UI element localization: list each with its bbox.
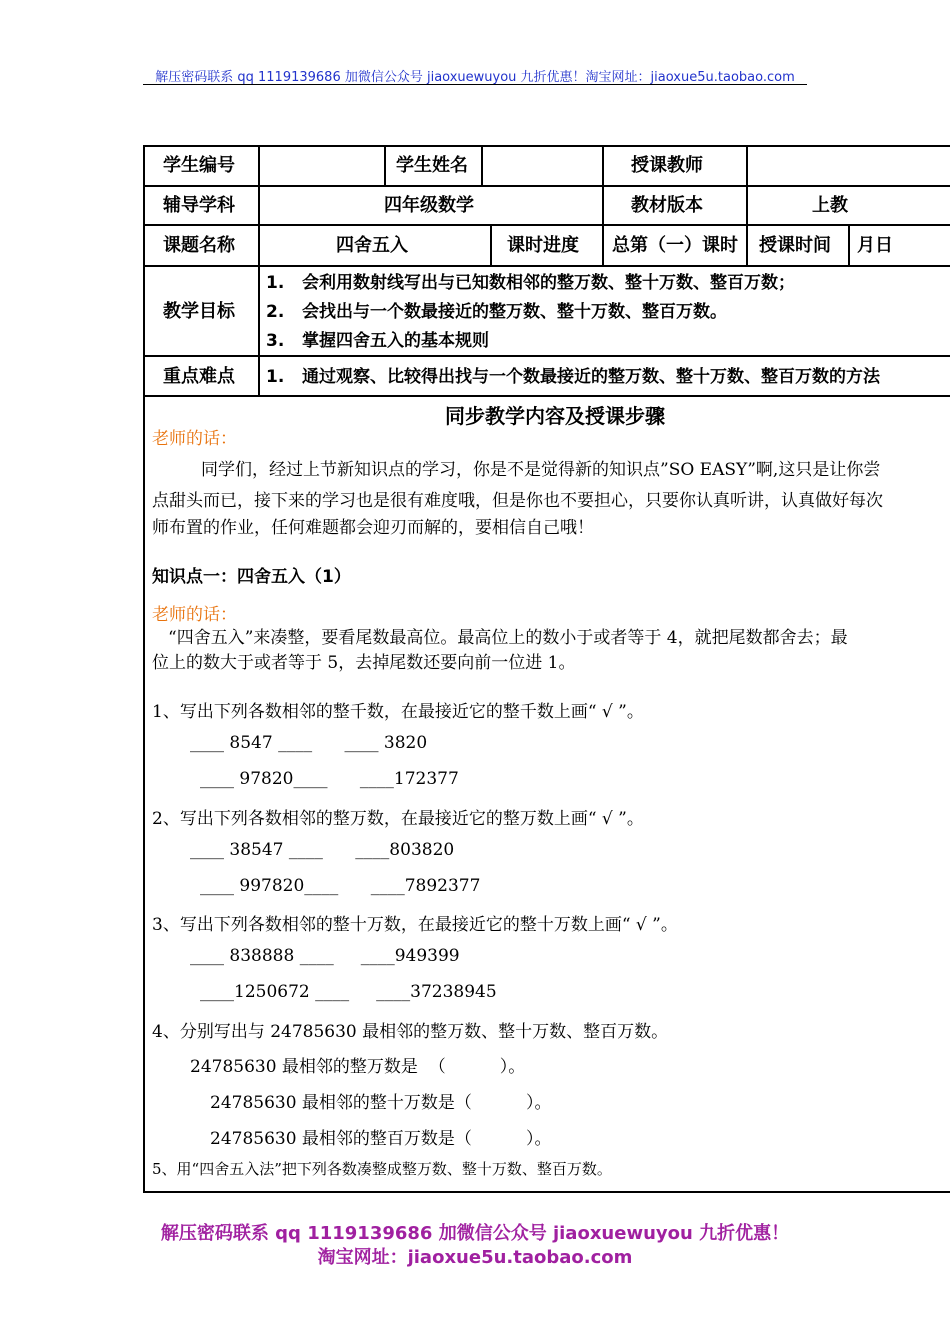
question-4: 4、分别写出与 24785630 最相邻的整万数、整十万数、整百万数。 <box>152 1022 669 1042</box>
answer-blanks: ____ 8547 ____ ____ 3820 <box>190 733 428 753</box>
intro-line: 师布置的作业，任何难题都会迎刃而解的，要相信自己哦！ <box>152 518 594 538</box>
section-title: 同步教学内容及授课步骤 <box>445 404 665 428</box>
progress-label: 课时进度 <box>507 235 579 256</box>
topic-label: 课题名称 <box>163 235 235 256</box>
table-rule <box>143 265 950 267</box>
answer-blanks: ____ 997820____ ____7892377 <box>200 876 481 896</box>
table-rule <box>746 145 748 225</box>
answer-blanks: ____1250672 ____ ____37238945 <box>200 982 497 1002</box>
rule-line: 位上的数大于或者等于 5，去掉尾数还要向前一位进 1。 <box>152 653 576 673</box>
intro-line: 点甜头而已，接下来的学习也是很有难度哦，但是你也不要担心，只要你认真听讲，认真做好每次 <box>152 491 883 511</box>
goal-text: 会找出与一个数最接近的整万数、整十万数、整百万数。 <box>302 302 727 322</box>
goal-text: 掌握四舍五入的基本规则 <box>302 331 489 351</box>
table-rule <box>602 145 604 225</box>
question-2: 2、写出下列各数相邻的整万数，在最接近它的整万数上画“ √ ”。 <box>152 809 644 829</box>
goal-item <box>266 297 727 322</box>
key-text: 通过观察、比较得出找与一个数最接近的整万数、整十万数、整百万数的方法 <box>302 367 880 387</box>
time-value: 月日 <box>857 235 893 256</box>
table-rule <box>481 145 483 185</box>
teacher-says-label: 老师的话： <box>152 605 237 625</box>
footer-line-1: 解压密码联系 qq 1119139686 加微信公众号 jiaoxuewuyou 九折优惠！ <box>160 1223 790 1244</box>
table-rule <box>143 224 950 226</box>
table-rule <box>746 224 748 265</box>
table-rule <box>848 224 850 265</box>
table-rule <box>602 224 604 265</box>
table-rule <box>490 224 492 265</box>
question-3: 3、写出下列各数相邻的整十万数，在最接近它的整十万数上画“ √ ”。 <box>152 915 678 935</box>
goal-number: 3. <box>266 331 285 351</box>
time-label: 授课时间 <box>759 235 831 256</box>
answer-line: 24785630 最相邻的整万数是 （ ）。 <box>190 1057 526 1077</box>
answer-blanks: ____ 38547 ____ ____803820 <box>190 840 455 860</box>
question-1: 1、写出下列各数相邻的整千数，在最接近它的整千数上画“ √ ”。 <box>152 702 644 722</box>
intro-line: 同学们，经过上节新知识点的学习，你是不是觉得新的知识点”SO EASY”啊,这只是让你尝 <box>201 460 881 480</box>
edition-value: 上教 <box>812 195 848 216</box>
knowledge-point-title: 知识点一：四舍五入（1） <box>152 567 351 587</box>
goal-item <box>266 268 795 293</box>
teacher-says-label: 老师的话： <box>152 429 237 449</box>
table-rule <box>384 145 386 185</box>
goal-item <box>266 326 489 351</box>
goal-text: 会利用数射线写出与已知数相邻的整万数、整十万数、整百万数； <box>302 273 795 293</box>
header-divider <box>143 84 807 85</box>
key-label: 重点难点 <box>163 366 235 387</box>
subject-label: 辅导学科 <box>163 195 235 216</box>
goal-number: 1. <box>266 273 285 293</box>
key-number: 1. <box>266 367 285 387</box>
rule-line: “四舍五入”来凑整，要看尾数最高位。最高位上的数小于或者等于 4，就把尾数都舍去；最 <box>168 628 848 648</box>
table-rule <box>143 185 950 187</box>
student-name-label: 学生姓名 <box>396 155 468 176</box>
goal-number: 2. <box>266 302 285 322</box>
answer-blanks: ____ 838888 ____ ____949399 <box>190 946 460 966</box>
table-rule <box>258 145 260 395</box>
edition-label: 教材版本 <box>631 195 703 216</box>
answer-line: 24785630 最相邻的整十万数是（ ）。 <box>210 1093 552 1113</box>
student-id-label: 学生编号 <box>163 155 235 176</box>
table-rule <box>143 395 950 397</box>
footer-line-2: 淘宝网址：jiaoxue5u.taobao.com <box>317 1247 633 1268</box>
progress-value: 总第（一）课时 <box>612 235 738 256</box>
goals-label: 教学目标 <box>163 301 235 322</box>
teacher-label: 授课教师 <box>631 155 703 176</box>
answer-blanks: ____ 97820____ ____172377 <box>200 769 459 789</box>
question-5: 5、用“四舍五入法”把下列各数凑整成整万数、整十万数、整百万数。 <box>152 1160 612 1178</box>
header-banner: 解压密码联系 qq 1119139686 加微信公众号 jiaoxuewuyou 九折优惠！淘宝网址：jiaoxue5u.taobao.com <box>155 70 795 85</box>
key-item <box>266 362 950 387</box>
table-rule <box>143 355 950 357</box>
topic-value: 四舍五入 <box>336 235 408 256</box>
subject-value: 四年级数学 <box>384 195 474 216</box>
answer-line: 24785630 最相邻的整百万数是（ ）。 <box>210 1129 552 1149</box>
